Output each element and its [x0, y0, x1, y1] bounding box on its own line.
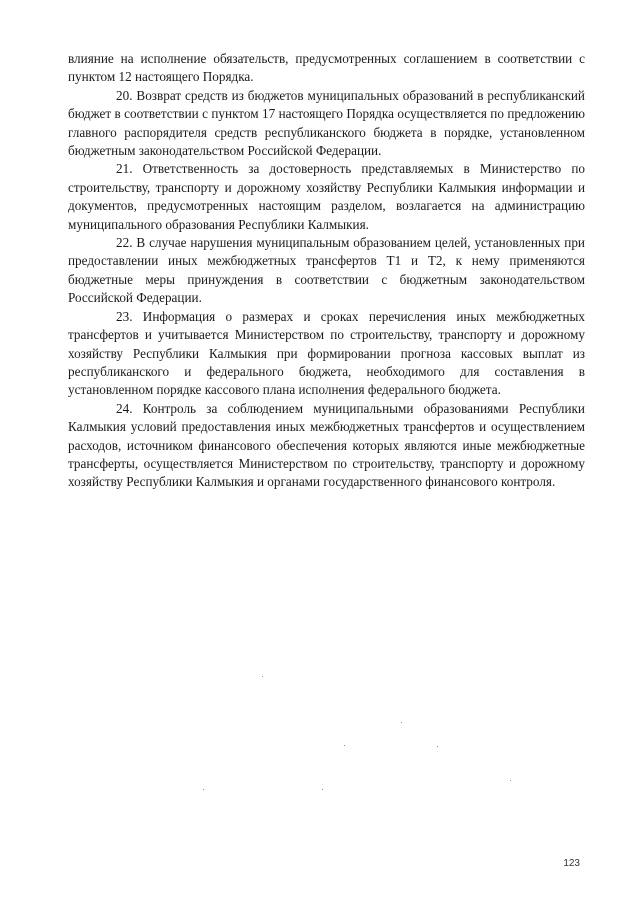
scan-speck [437, 746, 438, 747]
scan-speck [401, 722, 402, 723]
paragraph-23: 23. Информация о размерах и сроках перечисления иных межбюджетных трансфертов и учитывается Министерством по строительству, транспорту и дорожному хозяйству Республики Калмыкия при формировании прогноза кассовых выплат из республиканского и федерального бюджета, необходимого для составления в установленном порядке кассового плана исполнения федерального бюджета. [68, 308, 585, 398]
paragraph-24: 24. Контроль за соблюдением муниципальными образованиями Республики Калмыкия условий предоставления иных межбюджетных трансфертов и осуществлением расходов, источником финансового обеспечения которых являются иные межбюджетные трансферты, осуществляется Министерством по строительству, транспорту и дорожному хозяйству Республики Калмыкия и органами государственного финансового контроля. [68, 400, 585, 490]
paragraph-20: 20. Возврат средств из бюджетов муниципальных образований в республиканский бюджет в соответствии с пунктом 17 настоящего Порядка осуществляется по предложению главного распорядителя средств республиканского бюджета в порядке, установленном бюджетным законодательством Российской Федерации. [68, 87, 585, 159]
scan-speck [510, 780, 511, 781]
paragraph-21: 21. Ответственность за достоверность представляемых в Министерство по строительству, транспорту и дорожному хозяйству Республики Калмыкия информации и документов, предусмотренных настоящим разделом, возлагается на администрацию муниципального образования Республики Калмыкия. [68, 161, 585, 232]
page-number: 123 [563, 858, 580, 869]
scan-speck [344, 745, 345, 746]
scan-speck [262, 676, 263, 677]
document-body [68, 50, 585, 492]
scan-speck [203, 789, 204, 790]
scan-speck [322, 789, 323, 790]
paragraph-22: 22. В случае нарушения муниципальным образованием целей, установленных при предоставлении иных межбюджетных трансфертов Т1 и Т2, к нему применяются бюджетные меры принуждения в соответствии с бюджетным законодательством Российской Федерации. [68, 235, 585, 306]
paragraph-continuation: влияние на исполнение обязательств, предусмотренных соглашением в соответствии с пунктом 12 настоящего Порядка. [68, 51, 585, 85]
